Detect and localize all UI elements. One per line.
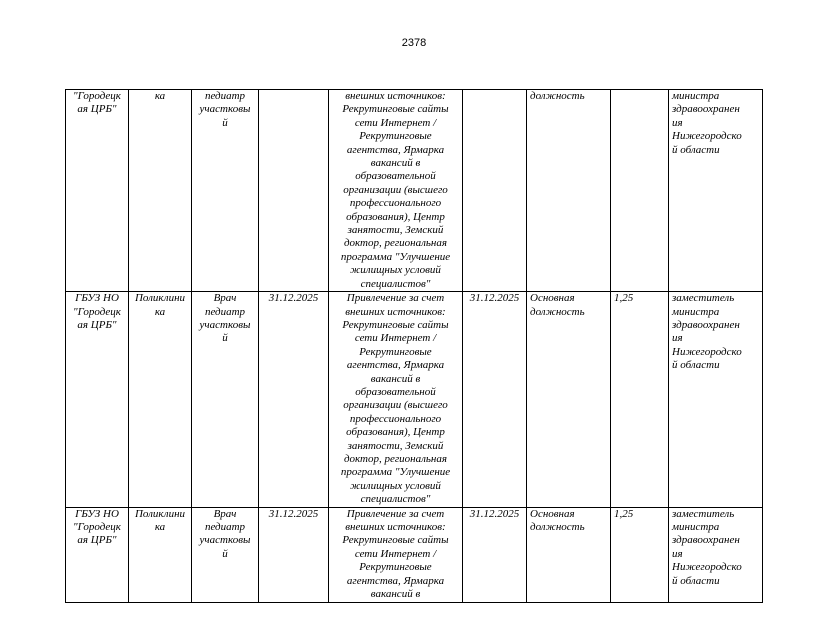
responsible-cell: министра здравоохранен ия Нижегородско й области <box>669 90 763 292</box>
responsible-cell: заместитель министра здравоохранен ия Нижегородско й области <box>669 292 763 508</box>
page-number: 2378 <box>401 37 427 49</box>
source-cell: Привлечение за счет внешних источников: Рекрутинговые сайты сети Интернет / Рекрутинговые агентства, Ярмарка вакансий в <box>329 507 463 602</box>
deadline-cell <box>259 90 329 292</box>
employment-type-cell: Основная должность <box>527 292 611 508</box>
rate-cell <box>611 90 669 292</box>
date-cell: 31.12.2025 <box>463 292 527 508</box>
table-row <box>66 292 763 508</box>
rate-cell: 1,25 <box>611 292 669 508</box>
table-row <box>66 90 763 292</box>
responsible-cell: заместитель министра здравоохранен ия Нижегородско й области <box>669 507 763 602</box>
rate-cell: 1,25 <box>611 507 669 602</box>
staffing-table <box>65 89 763 603</box>
org-cell: ГБУЗ НО "Городецк ая ЦРБ" <box>66 292 129 508</box>
position-cell: Врач педиатр участковы й <box>192 292 259 508</box>
table-row <box>66 507 763 602</box>
unit-cell: Поликлини ка <box>129 507 192 602</box>
source-cell: внешних источников: Рекрутинговые сайты сети Интернет / Рекрутинговые агентства, Ярмарка вакансий в образовательной организации (высшего профессионального образования), Центр занятости, Земский доктор, региональная программа "Улучшение жилищных условий специалистов" <box>329 90 463 292</box>
date-cell: 31.12.2025 <box>463 507 527 602</box>
org-cell: "Городецк ая ЦРБ" <box>66 90 129 292</box>
date-cell <box>463 90 527 292</box>
deadline-cell: 31.12.2025 <box>259 507 329 602</box>
source-cell: Привлечение за счет внешних источников: Рекрутинговые сайты сети Интернет / Рекрутинговые агентства, Ярмарка вакансий в образовательной организации (высшего профессионального образования), Центр занятости, Земский доктор, региональная программа "Улучшение жилищных условий специалистов" <box>329 292 463 508</box>
employment-type-cell: должность <box>527 90 611 292</box>
position-cell: педиатр участковы й <box>192 90 259 292</box>
org-cell: ГБУЗ НО "Городецк ая ЦРБ" <box>66 507 129 602</box>
deadline-cell: 31.12.2025 <box>259 292 329 508</box>
position-cell: Врач педиатр участковы й <box>192 507 259 602</box>
unit-cell: ка <box>129 90 192 292</box>
unit-cell: Поликлини ка <box>129 292 192 508</box>
employment-type-cell: Основная должность <box>527 507 611 602</box>
